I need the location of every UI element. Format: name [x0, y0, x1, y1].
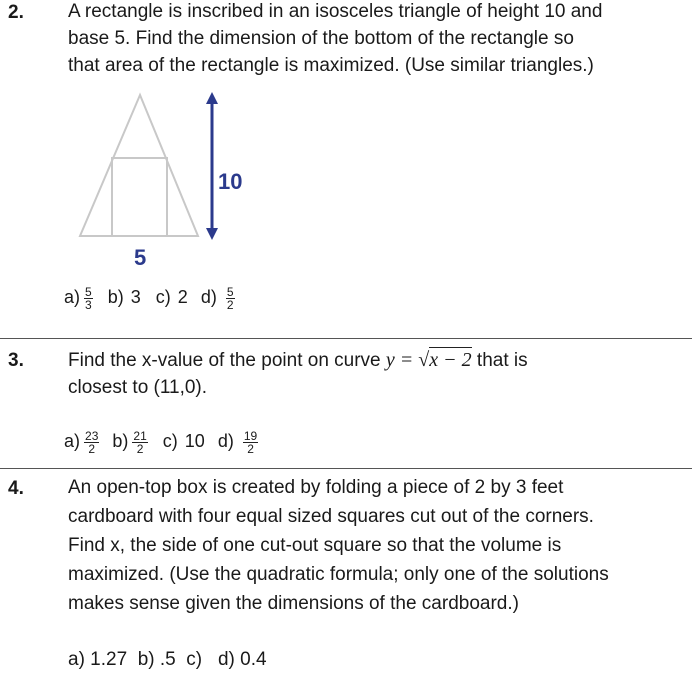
question-2-text-line-2: base 5. Find the dimension of the bottom of the rectangle so — [68, 28, 574, 49]
choice-d-fraction: $\frac{5}{2}$ — [226, 285, 234, 312]
question-4-choices: a) 1.27 b) .5 c) d) 0.4 — [68, 649, 267, 670]
question-3-choices — [64, 430, 262, 455]
question-4-text-line-2: cardboard with four equal sized squares cut out of the corners. — [68, 506, 594, 527]
inscribed-rectangle — [112, 158, 167, 236]
choice-b-label: b) — [107, 287, 124, 308]
choice-a-label: a) — [64, 431, 81, 452]
question-2-number: 2. — [8, 2, 24, 23]
choice-c-label: c) — [155, 287, 171, 308]
question-2-text-line-3: that area of the rectangle is maximized. (Use similar triangles.) — [68, 55, 594, 76]
choice-c-value: 10 — [184, 431, 205, 452]
choice-d-fraction: $\frac{19}{2}$ — [243, 429, 258, 456]
question-4-text-line-4: maximized. (Use the quadratic formula; only one of the solutions — [68, 564, 609, 585]
question-3-number: 3. — [8, 350, 24, 371]
question-4-text-line-1: An open-top box is created by folding a piece of 2 by 3 feet — [68, 477, 564, 498]
question-4-text-line-3: Find x, the side of one cut-out square so that the volume is — [68, 535, 562, 556]
question-3-text-line-1: Find the x-value of the point on curve y = √x − 2 that is — [68, 349, 528, 371]
choice-a-label: a) — [64, 287, 81, 308]
question-2-text-line-1: A rectangle is inscribed in an isosceles triangle of height 10 and — [68, 1, 603, 22]
question-3-text-line-2: closest to (11,0). — [68, 377, 208, 398]
question-4-number: 4. — [8, 478, 24, 499]
choice-c-value: 2 — [177, 287, 188, 308]
height-arrow-top — [206, 92, 218, 104]
base-label: 5 — [134, 245, 147, 270]
height-label: 10 — [218, 169, 243, 194]
choice-b-value: 3 — [130, 287, 141, 308]
divider-q3-q4 — [0, 468, 692, 469]
divider-q2-q3 — [0, 338, 692, 339]
choice-d-label: d) — [200, 287, 217, 308]
curve-equation: y = √x − 2 — [385, 349, 472, 371]
choice-c-label: c) — [162, 431, 178, 452]
choice-b-label: b) — [112, 431, 129, 452]
choice-a-fraction: $\frac{5}{3}$ — [85, 285, 92, 312]
height-arrow-bottom — [206, 228, 218, 240]
isosceles-triangle — [80, 95, 198, 236]
choice-d-label: d) — [217, 431, 234, 452]
choice-a-fraction: $\frac{23}{2}$ — [85, 429, 99, 456]
choice-b-fraction: $\frac{21}{2}$ — [133, 429, 147, 456]
question-4-text-line-5: makes sense given the dimensions of the cardboard.) — [68, 593, 519, 614]
question-2-choices — [64, 286, 239, 311]
